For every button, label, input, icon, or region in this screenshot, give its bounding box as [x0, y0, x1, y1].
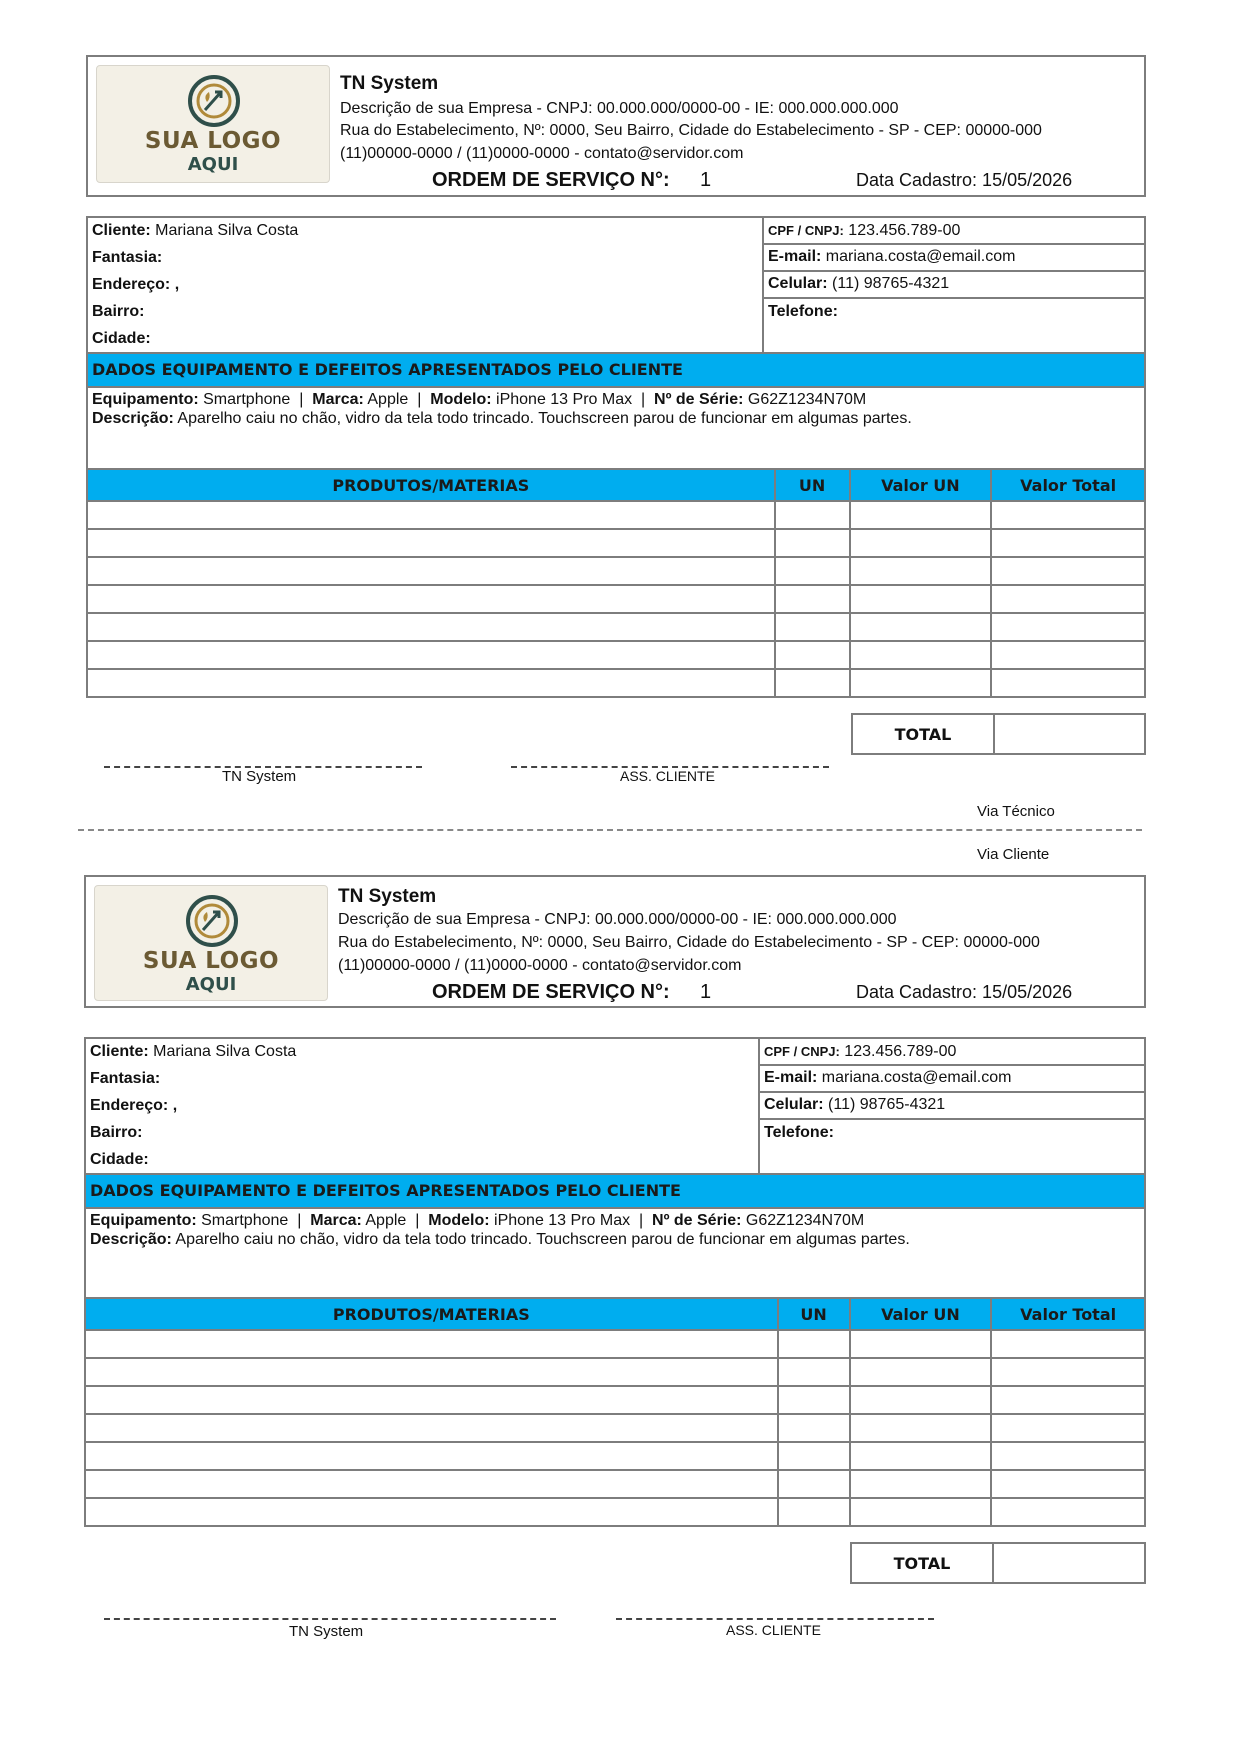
- client-left: [86, 1039, 760, 1173]
- client-bairro: Bairro:: [90, 1124, 143, 1141]
- client-endereco: Endereço: ,: [90, 1097, 178, 1114]
- equipment-header: DADOS EQUIPAMENTO E DEFEITOS APRESENTADOS PELO CLIENTE: [84, 1173, 1146, 1209]
- table-row: [87, 641, 1145, 669]
- products-table: [86, 468, 1146, 698]
- table-row: [85, 1386, 1145, 1414]
- col-valor-total: Valor Total: [991, 469, 1145, 501]
- table-row: [87, 529, 1145, 557]
- via-cliente: Via Cliente: [977, 846, 1050, 863]
- signature-company: TN System: [289, 1623, 364, 1640]
- equipment-details: [84, 1209, 1146, 1299]
- logo-text: SUA LOGO: [144, 128, 282, 154]
- company-contact: (11)00000-0000 / (11)0000-0000 - contato@servidor.com: [340, 145, 744, 162]
- col-produtos: PRODUTOS/MATERIAS: [85, 1298, 778, 1330]
- signature-line-client: [616, 1618, 934, 1620]
- client-celular: Celular: (11) 98765-4321: [760, 1093, 1144, 1120]
- col-un: UN: [778, 1298, 850, 1330]
- order-number: 1: [700, 981, 712, 1003]
- total-box: [851, 713, 1146, 755]
- client-cidade: Cidade:: [92, 330, 151, 347]
- equipment-description: Descrição: Aparelho caiu no chão, vidro da tela todo trincado. Touchscreen parou de funcionar em algumas partes.: [92, 410, 912, 427]
- client-right: [760, 1039, 1144, 1173]
- client-right: [764, 218, 1144, 352]
- via-tecnico: Via Técnico: [977, 803, 1055, 820]
- col-valor-total: Valor Total: [991, 1298, 1145, 1330]
- order-title: ORDEM DE SERVIÇO N°:: [432, 169, 670, 191]
- client-name: Mariana Silva Costa: [155, 222, 299, 239]
- table-row: [87, 557, 1145, 585]
- total-box: [850, 1542, 1146, 1584]
- client-endereco: Endereço: ,: [92, 276, 180, 293]
- total-value: [994, 1544, 1144, 1582]
- logo: [96, 65, 330, 183]
- client-cpf: CPF / CNPJ: 123.456.789-00: [764, 218, 1144, 245]
- logo: [94, 885, 328, 1001]
- col-valor-un: Valor UN: [850, 469, 992, 501]
- col-produtos: PRODUTOS/MATERIAS: [87, 469, 775, 501]
- client-info: [86, 216, 1146, 354]
- company-address: Rua do Estabelecimento, Nº: 0000, Seu Bairro, Cidade do Estabelecimento - SP - CEP: 00000-000: [338, 934, 1040, 951]
- order-date: Data Cadastro: 15/05/2026: [856, 170, 1073, 190]
- company-contact: (11)00000-0000 / (11)0000-0000 - contato@servidor.com: [338, 957, 742, 974]
- signature-line-company: [104, 1618, 556, 1620]
- total-label: TOTAL: [853, 715, 995, 753]
- table-row: [87, 669, 1145, 697]
- table-row: [87, 613, 1145, 641]
- cut-line: [78, 829, 1142, 831]
- client-celular: Celular: (11) 98765-4321: [764, 272, 1144, 299]
- table-row: [87, 585, 1145, 613]
- table-row: [85, 1470, 1145, 1498]
- client-fantasia: Fantasia:: [92, 249, 163, 266]
- products-table: [84, 1297, 1146, 1527]
- logo-text: SUA LOGO: [142, 948, 280, 974]
- equipment-header: DADOS EQUIPAMENTO E DEFEITOS APRESENTADOS PELO CLIENTE: [86, 352, 1146, 388]
- client-info: [84, 1037, 1146, 1175]
- table-row: [85, 1414, 1145, 1442]
- table-row: [85, 1358, 1145, 1386]
- client-telefone: Telefone:: [764, 1124, 834, 1141]
- logo-subtext: AQUI: [185, 974, 237, 995]
- total-label: TOTAL: [852, 1544, 994, 1582]
- client-left: [88, 218, 764, 352]
- client-name: Mariana Silva Costa: [153, 1043, 297, 1060]
- logo-subtext: AQUI: [187, 154, 239, 175]
- signature-company: TN System: [222, 768, 297, 785]
- table-row: [85, 1442, 1145, 1470]
- signature-client: ASS. CLIENTE: [726, 1622, 821, 1638]
- client-email: E-mail: mariana.costa@email.com: [764, 245, 1144, 272]
- company-description: Descrição de sua Empresa - CNPJ: 00.000.000/0000-00 - IE: 000.000.000.000: [338, 911, 897, 928]
- client-name-row: Cliente: Mariana Silva Costa: [92, 222, 299, 239]
- company-address: Rua do Estabelecimento, Nº: 0000, Seu Bairro, Cidade do Estabelecimento - SP - CEP: 00000-000: [340, 122, 1042, 139]
- company-description: Descrição de sua Empresa - CNPJ: 00.000.000/0000-00 - IE: 000.000.000.000: [340, 100, 899, 117]
- leaf-arrow-circle-icon: [185, 72, 243, 130]
- client-cpf: CPF / CNPJ: 123.456.789-00: [760, 1039, 1144, 1066]
- equipment-description: Descrição: Aparelho caiu no chão, vidro da tela todo trincado. Touchscreen parou de funcionar em algumas partes.: [90, 1231, 910, 1248]
- equipment-line: Equipamento: Smartphone | Marca: Apple | Modelo: iPhone 13 Pro Max | Nº de Série: G62Z1234N70M: [92, 391, 867, 408]
- table-row: [85, 1498, 1145, 1526]
- equipment-line: Equipamento: Smartphone | Marca: Apple | Modelo: iPhone 13 Pro Max | Nº de Série: G62Z1234N70M: [90, 1212, 865, 1229]
- client-email: E-mail: mariana.costa@email.com: [760, 1066, 1144, 1093]
- table-row: [87, 501, 1145, 529]
- col-valor-un: Valor UN: [850, 1298, 992, 1330]
- company-name: TN System: [338, 886, 437, 907]
- company-header: [86, 55, 1146, 197]
- client-telefone: Telefone:: [768, 303, 838, 320]
- company-header: [84, 875, 1146, 1008]
- company-name: TN System: [340, 73, 439, 94]
- col-un: UN: [775, 469, 850, 501]
- equipment-details: [86, 388, 1146, 470]
- client-bairro: Bairro:: [92, 303, 145, 320]
- signature-client: ASS. CLIENTE: [620, 768, 715, 784]
- total-value: [995, 715, 1144, 753]
- client-cidade: Cidade:: [90, 1151, 149, 1168]
- leaf-arrow-circle-icon: [183, 892, 241, 950]
- order-date: Data Cadastro: 15/05/2026: [856, 982, 1073, 1002]
- client-name-row: Cliente: Mariana Silva Costa: [90, 1043, 297, 1060]
- order-number: 1: [700, 169, 712, 191]
- client-fantasia: Fantasia:: [90, 1070, 161, 1087]
- table-row: [85, 1330, 1145, 1358]
- order-title: ORDEM DE SERVIÇO N°:: [432, 981, 670, 1003]
